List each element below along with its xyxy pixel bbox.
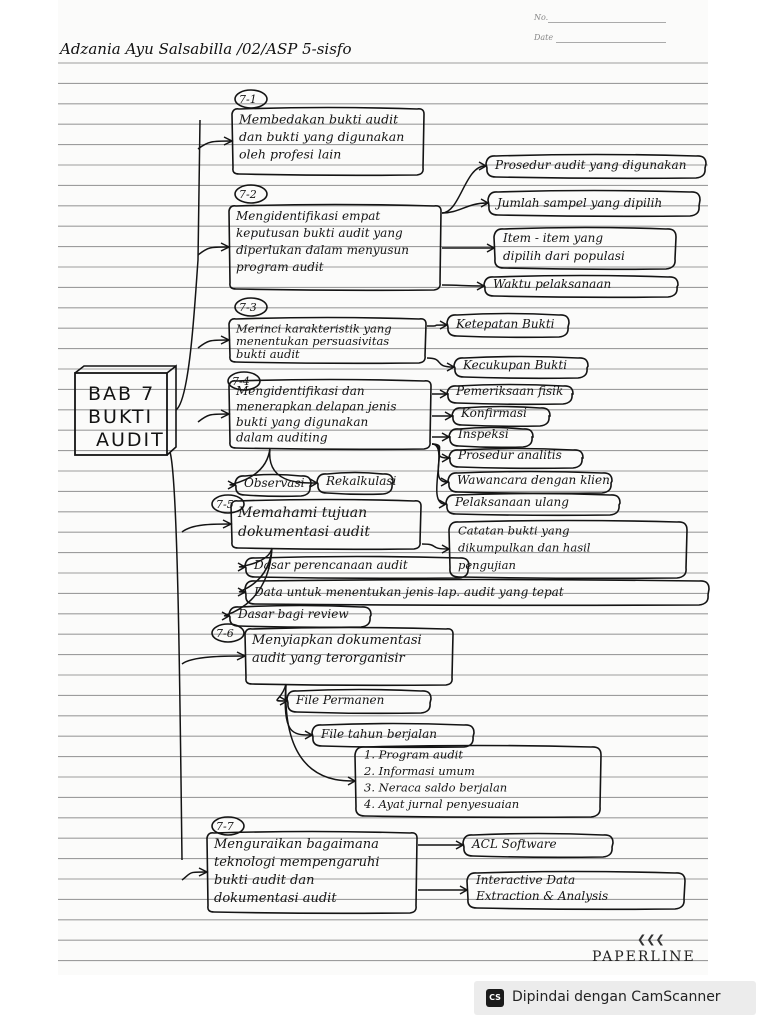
- section-text: Mengidentifikasi dan: [236, 384, 365, 398]
- child-text: Wawancara dengan klien: [457, 473, 610, 487]
- child-text: 2. Informasi umum: [364, 764, 475, 778]
- child-text: Kecukupan Bukti: [463, 358, 568, 372]
- child-text: 4. Ayat jurnal penyesuaian: [364, 797, 520, 811]
- child-text: Prosedur audit yang digunakan: [495, 158, 687, 172]
- child-text: dikumpulkan dan hasil: [458, 540, 591, 555]
- child-node: [422, 521, 687, 579]
- section-text: Memahami tujuan: [238, 505, 368, 521]
- child-node: [418, 872, 685, 910]
- section-tag: 7-1: [239, 93, 257, 106]
- root-node-label: AUDIT: [96, 429, 165, 451]
- section-7-6: [182, 624, 601, 817]
- section-tag: 7-7: [216, 820, 234, 833]
- connector: [182, 524, 230, 532]
- child-text: Inspeksi: [458, 427, 509, 441]
- child-text: Pelaksanaan ulang: [455, 495, 569, 509]
- child-connector: [427, 325, 446, 326]
- connector: [182, 872, 206, 880]
- section-tag: 7-6: [216, 627, 234, 640]
- child-text: Item - item yang: [503, 231, 604, 245]
- child-text: Jumlah sampel yang dipilih: [497, 196, 663, 210]
- child-node: [432, 444, 583, 468]
- child-connector: [442, 203, 487, 213]
- section-text: oleh profesi lain: [239, 146, 342, 162]
- child-text: pengujian: [458, 558, 516, 572]
- section-text: dokumentasi audit: [238, 524, 370, 540]
- section-7-2: [198, 155, 706, 298]
- child-connector: [442, 166, 485, 213]
- child-connector: [432, 444, 447, 482]
- section-text: program audit: [236, 260, 324, 274]
- section-7-7: [182, 817, 685, 913]
- child-connector: [432, 444, 445, 504]
- child-text: Waktu pelaksanaan: [493, 277, 612, 291]
- section-text: dokumentasi audit: [214, 891, 337, 906]
- child-node: [427, 357, 588, 379]
- child-node: [277, 684, 431, 713]
- child-node: [427, 314, 569, 338]
- child-text: Prosedur analitis: [458, 448, 562, 462]
- child-text: ACL Software: [472, 837, 557, 851]
- child-connector: [442, 285, 483, 286]
- section-text: bukti audit dan: [214, 873, 315, 888]
- child-text: Catatan bukti yang: [458, 523, 570, 538]
- trunk-up: [176, 120, 200, 410]
- section-text: Merinci karakteristik yang: [236, 321, 392, 336]
- section-text: diperlukan dalam menyusun: [236, 243, 409, 257]
- date-label: Date: [534, 33, 554, 42]
- section-text: Membedakan bukti audit: [239, 111, 399, 127]
- child-text: dipilih dari populasi: [503, 249, 625, 263]
- section-text: teknologi mempengaruhi: [214, 855, 380, 870]
- root-node-bab7: [75, 366, 176, 455]
- child-text: Data untuk menentukan jenis lap. audit yang tepat: [254, 585, 564, 599]
- child-text: File tahun berjalan: [321, 727, 438, 741]
- child-text: Extraction & Analysis: [476, 889, 609, 903]
- child-node: [442, 228, 676, 270]
- section-text: dalam auditing: [236, 430, 328, 445]
- section-text: menerapkan delapan jenis: [236, 399, 397, 414]
- section-text: dan bukti yang digunakan: [239, 129, 405, 144]
- no-label: No.: [534, 13, 549, 22]
- child-text: Pemeriksaan fisik: [456, 384, 564, 398]
- child-text: Dasar bagi review: [238, 607, 349, 621]
- child-text: Observasi: [244, 476, 305, 490]
- child-text: Rekalkulasi: [326, 474, 397, 488]
- child-text: File Permanen: [296, 693, 385, 707]
- child-node: [442, 191, 700, 217]
- paperline-logo-mark: ❮❮❮: [637, 933, 665, 946]
- section-7-3: [198, 298, 588, 378]
- camscanner-banner: [474, 981, 756, 1015]
- root-node-label: BUKTI: [88, 406, 154, 428]
- camscanner-text: Dipindai dengan CamScanner: [512, 989, 721, 1005]
- section-text: Menguraikan bagaimana: [214, 837, 379, 852]
- section-text: Mengidentifikasi empat: [236, 209, 381, 223]
- child-node: [432, 427, 533, 447]
- connector: [198, 141, 231, 149]
- connector: [198, 340, 228, 348]
- child-text: Dasar perencanaan audit: [254, 558, 408, 572]
- child-node: [432, 406, 550, 426]
- child-text: Konfirmasi: [461, 406, 527, 420]
- child-text: 3. Neraca saldo berjalan: [364, 780, 508, 795]
- section-text: menentukan persuasivitas: [236, 334, 390, 349]
- child-connector: [427, 358, 453, 367]
- section-tag: 7-5: [216, 498, 234, 511]
- author-line: Adzania Ayu Salsabilla /02/ASP 5-sisfo: [60, 40, 352, 58]
- section-tag: 7-4: [232, 375, 250, 388]
- section-7-1: [198, 90, 424, 175]
- connector: [198, 414, 228, 422]
- section-tag: 7-3: [239, 301, 257, 314]
- section-text: bukti audit: [236, 346, 300, 361]
- section-7-5: [182, 495, 709, 627]
- child-node: [418, 834, 613, 858]
- paperline-brand: PAPERLINE: [592, 949, 696, 965]
- child-node: [238, 548, 469, 578]
- section-text: keputusan bukti audit yang: [236, 226, 403, 240]
- child-node: [432, 384, 573, 404]
- child-text: 1. Program audit: [364, 747, 463, 762]
- section-text: Menyiapkan dokumentasi: [252, 633, 422, 648]
- child-text: Interactive Data: [476, 873, 576, 887]
- child-node: [442, 276, 678, 298]
- trunk-down: [170, 452, 182, 860]
- connector: [198, 247, 228, 255]
- section-text: bukti yang digunakan: [236, 415, 369, 429]
- section-tag: 7-2: [239, 188, 257, 201]
- section-text: audit yang terorganisir: [252, 651, 405, 666]
- section-7-4: [198, 372, 620, 515]
- child-text: Ketepatan Bukti: [456, 317, 555, 331]
- camscanner-icon: CS: [486, 989, 504, 1007]
- connector: [182, 656, 244, 664]
- root-node-label: BAB 7: [88, 383, 156, 405]
